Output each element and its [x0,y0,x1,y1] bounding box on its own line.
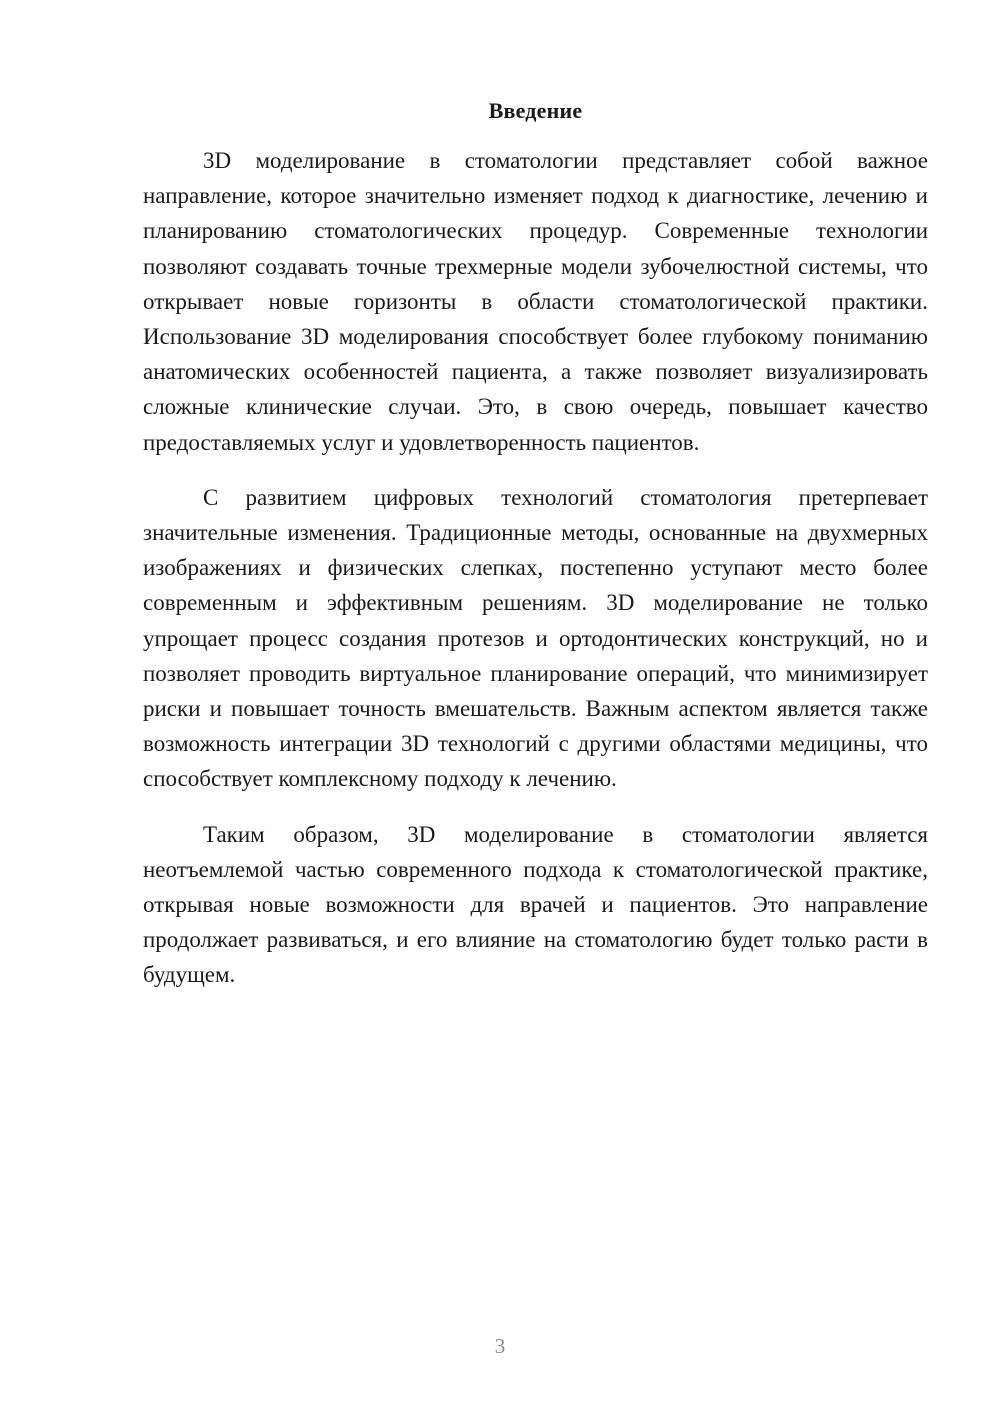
paragraph-2: С развитием цифровых технологий стоматология претерпевает значительные изменения. Традиционные методы, основанные на двухмерных изображениях и физических слепках, постепенно уступают место более современным и эффективным решениям. 3D моделирование не только упрощает процесс создания протезов и ортодонтических конструкций, но и позволяет проводить виртуальное планирование операций, что минимизирует риски и повышает точность вмешательств. Важным аспектом является также возможность интеграции 3D технологий с другими областями медицины, что способствует комплексному подходу к лечению. [143,484,928,792]
section-heading: Введение [488,98,583,123]
page-number: 3 [494,1334,506,1358]
paragraph-1: 3D моделирование в стоматологии представляет собой важное направление, которое значительно изменяет подход к диагностике, лечению и планированию стоматологических процедур. Современные технологии позволяют создавать точные трехмерные модели зубочелюстной системы, что открывает новые горизонты в области стоматологической практики. Использование 3D моделирования способствует более глубокому пониманию анатомических особенностей пациента, а также позволяет визуализировать сложные клинические случаи. Это, в свою очередь, повышает качество предоставляемых услуг и удовлетворенность пациентов. [143,148,928,455]
paragraph-3: Таким образом, 3D моделирование в стоматологии является неотъемлемой частью современного подхода к стоматологической практике, открывая новые возможности для врачей и пациентов. Это направление продолжает развиваться, и его влияние на стоматологию будет только расти в будущем. [143,821,928,988]
page-content [143,96,928,993]
